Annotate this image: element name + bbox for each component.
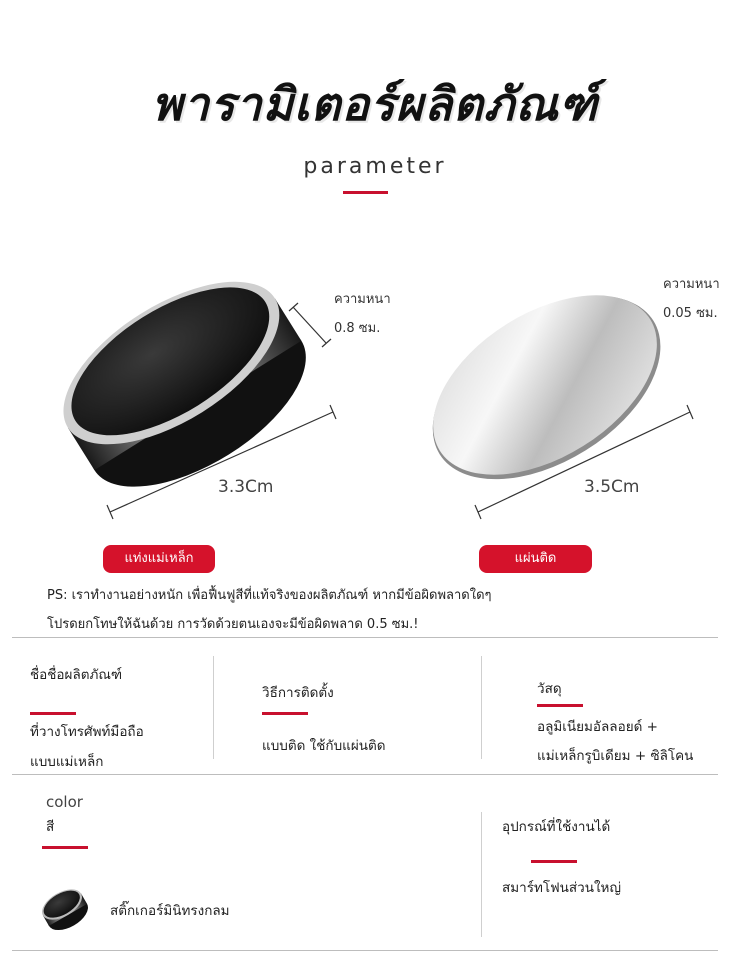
product-name-value-2: แบบแม่เหล็ก (30, 754, 104, 770)
material-underline (537, 704, 583, 707)
color-label-en: color (46, 793, 83, 811)
product-name-underline (30, 712, 76, 715)
material-value-1: อลูมิเนียมอัลลอยด์ + (537, 719, 658, 735)
color-label: สี (46, 819, 55, 835)
spec-column-divider-3 (481, 812, 482, 937)
page-subtitle: parameter (303, 154, 447, 179)
spec-divider-bottom (12, 950, 718, 951)
note-line-1: PS: เราทำงานอย่างหนัก เพื่อฟื้นฟูสีที่แท้จริงของผลิตภัณฑ์ หากมีข้อผิดพลาดใดๆ (47, 588, 492, 603)
install-underline (262, 712, 308, 715)
plate-diameter-label: 3.5Cm (584, 477, 640, 497)
spec-divider-top (12, 637, 718, 638)
product-name-value-1: ที่วางโทรศัพท์มือถือ (30, 724, 144, 740)
plate-thickness-value: 0.05 ซม. (663, 306, 718, 321)
install-value: แบบติด ใช้กับแผ่นติด (262, 738, 386, 754)
material-value-2: แม่เหล็กรูบิเดียม + ซิลิโคน (537, 748, 694, 764)
spec-column-divider-1 (213, 656, 214, 759)
spec-column-divider-2 (481, 656, 482, 759)
plate-thickness-label: ความหนา (663, 277, 720, 292)
material-label: วัสดุ (537, 681, 562, 697)
product-name-label: ชื่อชื่อผลิตภัณฑ์ (30, 667, 123, 683)
device-underline (531, 860, 577, 863)
device-label: อุปกรณ์ที่ใช้งานได้ (502, 819, 611, 835)
magnet-thickness-label: ความหนา (334, 292, 391, 307)
magnet-thickness-value: 0.8 ซม. (334, 321, 381, 336)
color-value: สติ๊กเกอร์มินิทรงกลม (110, 903, 230, 919)
color-underline (42, 846, 88, 849)
metal-plate-image (400, 260, 693, 517)
install-label: วิธีการติดตั้ง (262, 685, 334, 701)
page-title: พารามิเตอร์ผลิตภัณฑ์ (151, 77, 599, 131)
magnet-name-badge: แท่งแม่เหล็ก (103, 545, 215, 573)
subtitle-underline (343, 191, 388, 194)
note-line-2: โปรดยกโทษให้ฉันด้วย การวัดด้วยตนเองจะมีข้อผิดพลาด 0.5 ซม.! (47, 617, 419, 632)
color-swatch-image (36, 880, 92, 936)
magnet-diameter-label: 3.3Cm (218, 477, 274, 497)
spec-divider-middle (12, 774, 718, 775)
device-value: สมาร์ทโฟนส่วนใหญ่ (502, 880, 621, 896)
magnet-disk-image (37, 260, 332, 519)
plate-name-badge: แผ่นติด (479, 545, 592, 573)
